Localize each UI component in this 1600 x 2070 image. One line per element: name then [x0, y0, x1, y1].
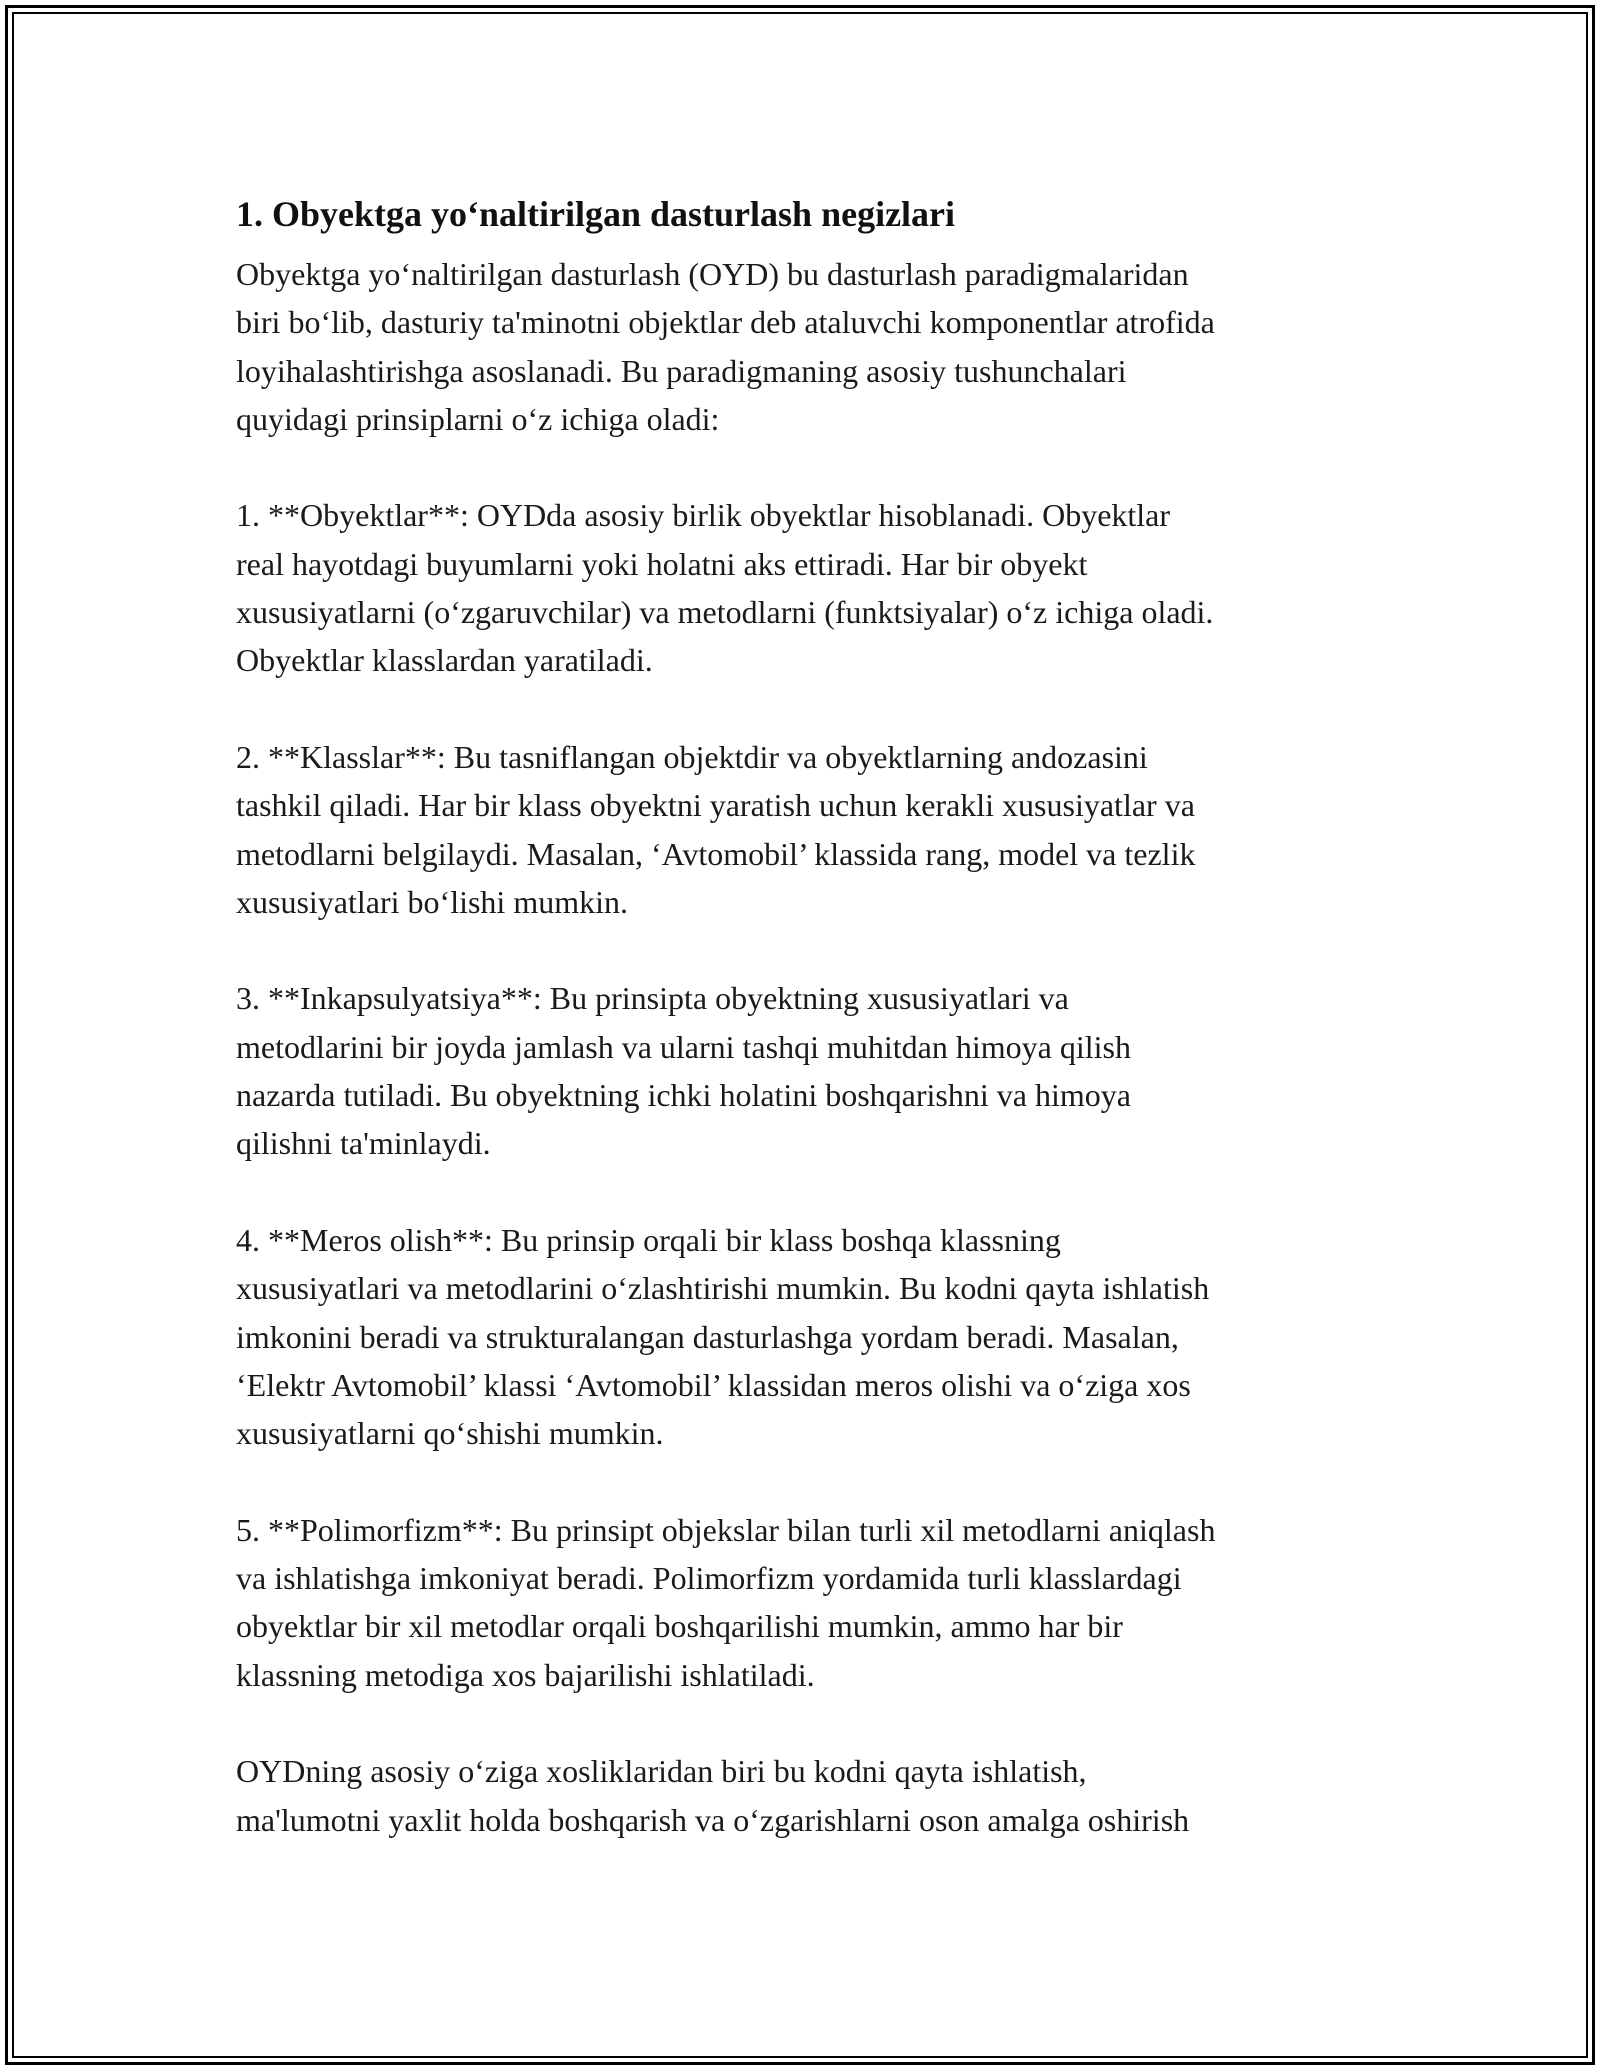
text-line: imkonini beradi va strukturalangan dasturlashga yordam beradi. Masalan, [236, 1318, 1179, 1355]
text-line: Obyektga yo‘naltirilgan dasturlash (OYD) bu dasturlash paradigmalaridan [236, 256, 1189, 292]
text-line: obyektlar bir xil metodlar orqali boshqarilishi mumkin, ammo har bir [236, 1608, 1123, 1645]
principle-encapsulation-paragraph [236, 974, 1366, 1167]
text-line: 3. **Inkapsulyatsiya**: Bu prinsipta obyektning xususiyatlari va [236, 980, 1069, 1017]
section-heading: 1. Obyektga yo‘naltirilgan dasturlash negizlari [236, 194, 956, 234]
text-line: qilishni ta'minlaydi. [236, 1125, 491, 1162]
intro-paragraph [236, 250, 1366, 443]
text-line: klassning metodiga xos bajarilishi ishlatiladi. [236, 1656, 815, 1693]
text-line: ‘Elektr Avtomobil’ klassi ‘Avtomobil’ klassidan meros olishi va o‘ziga xos [236, 1366, 1191, 1403]
text-line: 2. **Klasslar**: Bu tasniflangan objektdir va obyektlarning andozasini [236, 738, 1148, 775]
text-line: xususiyatlari va metodlarini o‘zlashtirishi mumkin. Bu kodni qayta ishlatish [236, 1270, 1210, 1307]
closing-paragraph [236, 1747, 1366, 1844]
text-line: Obyektlar klasslardan yaratiladi. [236, 642, 653, 679]
text-line: biri bo‘lib, dasturiy ta'minotni objektlar deb ataluvchi komponentlar atrofida [236, 304, 1215, 341]
text-line: metodlarini bir joyda jamlash va ularni tashqi muhitdan himoya qilish [236, 1028, 1131, 1065]
principle-objects-paragraph [236, 491, 1366, 684]
text-line: va ishlatishga imkoniyat beradi. Polimorfizm yordamida turli klasslardagi [236, 1560, 1182, 1597]
document-body [236, 190, 1366, 1892]
text-line: 1. **Obyektlar**: OYDda asosiy birlik obyektlar hisoblanadi. Obyektlar [236, 497, 1171, 534]
text-line: real hayotdagi buyumlarni yoki holatni aks ettiradi. Har bir obyekt [236, 545, 1088, 582]
principle-inheritance-paragraph [236, 1216, 1366, 1457]
text-line: loyihalashtirishga asoslanadi. Bu paradigmaning asosiy tushunchalari [236, 352, 1127, 389]
text-line: OYDning asosiy o‘ziga xosliklaridan biri bu kodni qayta ishlatish, [236, 1753, 1087, 1790]
text-line: nazarda tutiladi. Bu obyektning ichki holatini boshqarishni va himoya [236, 1077, 1131, 1114]
principle-polymorphism-paragraph [236, 1506, 1366, 1699]
text-line: ma'lumotni yaxlit holda boshqarish va o‘zgarishlarni oson amalga oshirish [236, 1801, 1190, 1838]
text-line: quyidagi prinsiplarni o‘z ichiga oladi: [236, 400, 720, 437]
text-line: 5. **Polimorfizm**: Bu prinsipt objekslar bilan turli xil metodlarni aniqlash [236, 1511, 1216, 1548]
text-line: tashkil qiladi. Har bir klass obyektni yaratish uchun kerakli xususiyatlar va [236, 787, 1195, 824]
text-line: xususiyatlarni qo‘shishi mumkin. [236, 1415, 664, 1452]
text-line: xususiyatlari bo‘lishi mumkin. [236, 883, 628, 920]
text-line: 4. **Meros olish**: Bu prinsip orqali bir klass boshqa klassning [236, 1221, 1061, 1258]
text-line: xususiyatlarni (o‘zgaruvchilar) va metodlarni (funktsiyalar) o‘z ichiga oladi. [236, 594, 1214, 631]
principle-classes-paragraph [236, 733, 1366, 926]
text-line: metodlarni belgilaydi. Masalan, ‘Avtomobil’ klassida rang, model va tezlik [236, 835, 1196, 872]
